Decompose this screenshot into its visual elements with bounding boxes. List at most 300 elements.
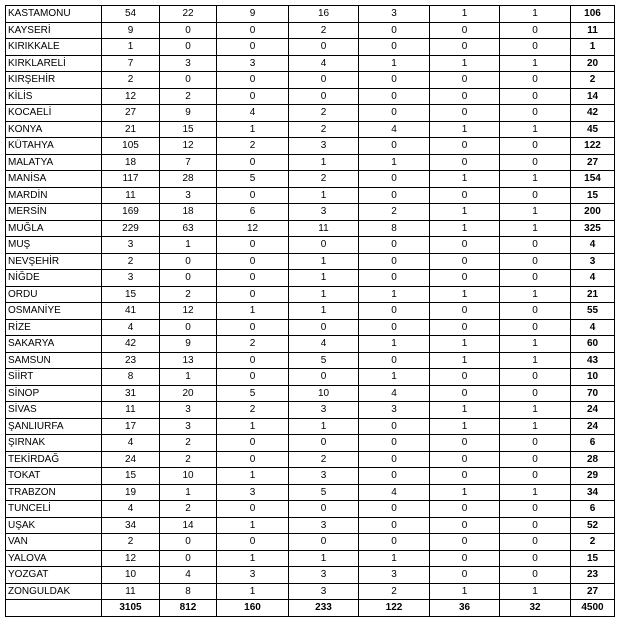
row-total-value: 52	[571, 517, 615, 534]
col-4-value: 1	[289, 253, 359, 270]
col-7-value: 1	[500, 220, 571, 237]
col-1-value: 4	[102, 501, 160, 518]
col-3-value: 3	[217, 484, 289, 501]
col-3-value: 1	[217, 583, 289, 600]
col-1-value: 2	[102, 534, 160, 551]
col-4-value: 1	[289, 418, 359, 435]
col-4-value: 3	[289, 402, 359, 419]
col-2-value: 7	[160, 154, 217, 171]
col-3-value: 1	[217, 550, 289, 567]
col-6-value: 0	[430, 303, 500, 320]
col-4-value: 2	[289, 22, 359, 39]
row-total-value: 4	[571, 237, 615, 254]
row-total-value: 6	[571, 501, 615, 518]
col-5-value: 0	[359, 39, 430, 56]
col-4-value: 0	[289, 319, 359, 336]
col-3-value: 1	[217, 468, 289, 485]
col-2-value: 3	[160, 418, 217, 435]
col-6-value: 0	[430, 501, 500, 518]
col-3-value: 1	[217, 517, 289, 534]
col-4-value: 0	[289, 237, 359, 254]
col-7-value: 1	[500, 352, 571, 369]
col-3-value: 0	[217, 319, 289, 336]
col-7-value: 0	[500, 451, 571, 468]
row-total-value: 45	[571, 121, 615, 138]
col-4-value: 0	[289, 534, 359, 551]
row-total-value: 10	[571, 369, 615, 386]
col-4-value: 5	[289, 484, 359, 501]
col-5-value: 0	[359, 468, 430, 485]
col-6-value: 0	[430, 319, 500, 336]
table-row	[6, 253, 615, 270]
col-4-value: 5	[289, 352, 359, 369]
totals-label	[6, 600, 102, 617]
col-5-value: 0	[359, 501, 430, 518]
col-5-value: 1	[359, 286, 430, 303]
col-7-value: 0	[500, 22, 571, 39]
col-1-value: 2	[102, 253, 160, 270]
col-5-value: 0	[359, 138, 430, 155]
col-6-value: 0	[430, 435, 500, 452]
col-3-value: 2	[217, 402, 289, 419]
province-name: OSMANİYE	[6, 303, 102, 320]
col-4-value: 2	[289, 121, 359, 138]
col-3-value: 4	[217, 105, 289, 122]
col-2-value: 0	[160, 39, 217, 56]
col-6-value: 0	[430, 369, 500, 386]
col-6-value: 0	[430, 550, 500, 567]
col-1-value: 24	[102, 451, 160, 468]
col-1-value: 34	[102, 517, 160, 534]
table-row	[6, 369, 615, 386]
col-2-value: 0	[160, 319, 217, 336]
col-1-value: 7	[102, 55, 160, 72]
col-3-value: 1	[217, 121, 289, 138]
col-7-value: 1	[500, 55, 571, 72]
col-5-value: 1	[359, 336, 430, 353]
column-total-value: 160	[217, 600, 289, 617]
col-5-value: 1	[359, 154, 430, 171]
row-total-value: 106	[571, 6, 615, 23]
col-4-value: 3	[289, 138, 359, 155]
col-1-value: 117	[102, 171, 160, 188]
col-3-value: 9	[217, 6, 289, 23]
col-3-value: 0	[217, 72, 289, 89]
col-3-value: 3	[217, 55, 289, 72]
province-name: YALOVA	[6, 550, 102, 567]
col-2-value: 0	[160, 22, 217, 39]
table-row	[6, 484, 615, 501]
col-3-value: 3	[217, 567, 289, 584]
col-7-value: 0	[500, 534, 571, 551]
col-7-value: 0	[500, 369, 571, 386]
row-total-value: 325	[571, 220, 615, 237]
col-2-value: 2	[160, 435, 217, 452]
col-6-value: 1	[430, 352, 500, 369]
row-total-value: 1	[571, 39, 615, 56]
table-row	[6, 550, 615, 567]
col-2-value: 1	[160, 369, 217, 386]
col-5-value: 0	[359, 88, 430, 105]
col-7-value: 0	[500, 435, 571, 452]
col-4-value: 3	[289, 583, 359, 600]
row-total-value: 60	[571, 336, 615, 353]
col-2-value: 1	[160, 237, 217, 254]
col-2-value: 22	[160, 6, 217, 23]
table-row	[6, 121, 615, 138]
province-name: NİĞDE	[6, 270, 102, 287]
province-name: SAKARYA	[6, 336, 102, 353]
col-6-value: 0	[430, 138, 500, 155]
col-1-value: 4	[102, 319, 160, 336]
col-6-value: 1	[430, 171, 500, 188]
col-3-value: 1	[217, 418, 289, 435]
col-5-value: 2	[359, 204, 430, 221]
province-name: MANİSA	[6, 171, 102, 188]
col-3-value: 0	[217, 352, 289, 369]
col-7-value: 1	[500, 418, 571, 435]
province-name: KOCAELİ	[6, 105, 102, 122]
col-7-value: 1	[500, 583, 571, 600]
col-6-value: 0	[430, 22, 500, 39]
col-3-value: 0	[217, 369, 289, 386]
province-name: ZONGULDAK	[6, 583, 102, 600]
col-6-value: 1	[430, 220, 500, 237]
row-total-value: 11	[571, 22, 615, 39]
col-3-value: 0	[217, 88, 289, 105]
col-1-value: 21	[102, 121, 160, 138]
col-3-value: 0	[217, 187, 289, 204]
col-5-value: 1	[359, 550, 430, 567]
row-total-value: 28	[571, 451, 615, 468]
col-4-value: 2	[289, 171, 359, 188]
col-4-value: 1	[289, 550, 359, 567]
column-total-value: 4500	[571, 600, 615, 617]
col-4-value: 0	[289, 72, 359, 89]
col-1-value: 23	[102, 352, 160, 369]
col-3-value: 0	[217, 435, 289, 452]
col-2-value: 18	[160, 204, 217, 221]
table-row	[6, 237, 615, 254]
col-2-value: 0	[160, 72, 217, 89]
province-name: KÜTAHYA	[6, 138, 102, 155]
table-row	[6, 583, 615, 600]
province-name: KASTAMONU	[6, 6, 102, 23]
col-4-value: 1	[289, 270, 359, 287]
province-name: MUĞLA	[6, 220, 102, 237]
table-row	[6, 435, 615, 452]
row-total-value: 20	[571, 55, 615, 72]
col-7-value: 0	[500, 237, 571, 254]
row-total-value: 15	[571, 550, 615, 567]
col-6-value: 1	[430, 402, 500, 419]
province-name: NEVŞEHİR	[6, 253, 102, 270]
col-6-value: 1	[430, 336, 500, 353]
col-2-value: 20	[160, 385, 217, 402]
col-4-value: 0	[289, 39, 359, 56]
col-7-value: 1	[500, 484, 571, 501]
col-1-value: 42	[102, 336, 160, 353]
col-6-value: 1	[430, 121, 500, 138]
col-7-value: 0	[500, 517, 571, 534]
col-5-value: 0	[359, 418, 430, 435]
col-6-value: 0	[430, 39, 500, 56]
col-2-value: 0	[160, 253, 217, 270]
col-6-value: 0	[430, 468, 500, 485]
col-7-value: 0	[500, 567, 571, 584]
col-3-value: 0	[217, 39, 289, 56]
col-6-value: 1	[430, 583, 500, 600]
col-5-value: 0	[359, 270, 430, 287]
col-1-value: 4	[102, 435, 160, 452]
col-3-value: 0	[217, 270, 289, 287]
row-total-value: 27	[571, 154, 615, 171]
col-5-value: 0	[359, 22, 430, 39]
col-3-value: 5	[217, 385, 289, 402]
col-6-value: 0	[430, 154, 500, 171]
table-row	[6, 171, 615, 188]
province-name: KIRIKKALE	[6, 39, 102, 56]
col-1-value: 105	[102, 138, 160, 155]
col-7-value: 0	[500, 154, 571, 171]
col-4-value: 11	[289, 220, 359, 237]
col-5-value: 0	[359, 72, 430, 89]
col-5-value: 4	[359, 484, 430, 501]
col-6-value: 0	[430, 253, 500, 270]
col-5-value: 0	[359, 319, 430, 336]
province-name: ŞIRNAK	[6, 435, 102, 452]
col-3-value: 2	[217, 336, 289, 353]
col-2-value: 3	[160, 187, 217, 204]
col-2-value: 3	[160, 402, 217, 419]
col-2-value: 63	[160, 220, 217, 237]
col-1-value: 19	[102, 484, 160, 501]
col-3-value: 0	[217, 237, 289, 254]
table-row	[6, 352, 615, 369]
province-name: RİZE	[6, 319, 102, 336]
col-6-value: 1	[430, 286, 500, 303]
table-row	[6, 72, 615, 89]
col-1-value: 3	[102, 237, 160, 254]
province-name: SİİRT	[6, 369, 102, 386]
col-2-value: 9	[160, 336, 217, 353]
col-6-value: 1	[430, 6, 500, 23]
province-name: TUNCELİ	[6, 501, 102, 518]
row-total-value: 55	[571, 303, 615, 320]
province-name: MUŞ	[6, 237, 102, 254]
col-4-value: 1	[289, 154, 359, 171]
col-7-value: 1	[500, 6, 571, 23]
row-total-value: 3	[571, 253, 615, 270]
table-row	[6, 88, 615, 105]
table-row	[6, 138, 615, 155]
col-3-value: 5	[217, 171, 289, 188]
col-7-value: 0	[500, 550, 571, 567]
row-total-value: 2	[571, 534, 615, 551]
col-2-value: 0	[160, 550, 217, 567]
table-row	[6, 204, 615, 221]
col-5-value: 1	[359, 55, 430, 72]
row-total-value: 6	[571, 435, 615, 452]
col-1-value: 41	[102, 303, 160, 320]
row-total-value: 200	[571, 204, 615, 221]
col-1-value: 18	[102, 154, 160, 171]
province-name: YOZGAT	[6, 567, 102, 584]
row-total-value: 34	[571, 484, 615, 501]
province-name: KİLİS	[6, 88, 102, 105]
col-2-value: 0	[160, 534, 217, 551]
province-name: TOKAT	[6, 468, 102, 485]
col-4-value: 3	[289, 204, 359, 221]
col-6-value: 0	[430, 270, 500, 287]
col-3-value: 0	[217, 501, 289, 518]
table-row	[6, 402, 615, 419]
col-6-value: 0	[430, 451, 500, 468]
row-total-value: 24	[571, 402, 615, 419]
col-7-value: 1	[500, 286, 571, 303]
col-2-value: 2	[160, 88, 217, 105]
col-1-value: 1	[102, 39, 160, 56]
province-name: KONYA	[6, 121, 102, 138]
col-7-value: 1	[500, 121, 571, 138]
col-4-value: 3	[289, 468, 359, 485]
province-name: MERSİN	[6, 204, 102, 221]
col-2-value: 3	[160, 55, 217, 72]
col-3-value: 0	[217, 286, 289, 303]
col-6-value: 0	[430, 105, 500, 122]
col-1-value: 17	[102, 418, 160, 435]
col-6-value: 1	[430, 204, 500, 221]
col-4-value: 0	[289, 501, 359, 518]
col-7-value: 1	[500, 204, 571, 221]
col-1-value: 8	[102, 369, 160, 386]
col-4-value: 10	[289, 385, 359, 402]
row-total-value: 122	[571, 138, 615, 155]
totals-row	[6, 600, 615, 617]
col-7-value: 0	[500, 187, 571, 204]
col-5-value: 3	[359, 6, 430, 23]
table-row	[6, 319, 615, 336]
col-1-value: 169	[102, 204, 160, 221]
province-name: MARDİN	[6, 187, 102, 204]
col-2-value: 2	[160, 286, 217, 303]
table-row	[6, 55, 615, 72]
col-7-value: 0	[500, 501, 571, 518]
row-total-value: 24	[571, 418, 615, 435]
row-total-value: 21	[571, 286, 615, 303]
col-1-value: 9	[102, 22, 160, 39]
province-name: SİVAS	[6, 402, 102, 419]
col-5-value: 0	[359, 435, 430, 452]
table-row	[6, 501, 615, 518]
col-6-value: 0	[430, 385, 500, 402]
col-7-value: 0	[500, 270, 571, 287]
col-7-value: 1	[500, 336, 571, 353]
col-1-value: 11	[102, 402, 160, 419]
col-5-value: 4	[359, 121, 430, 138]
column-total-value: 812	[160, 600, 217, 617]
table-row	[6, 270, 615, 287]
column-total-value: 32	[500, 600, 571, 617]
col-6-value: 1	[430, 484, 500, 501]
col-2-value: 13	[160, 352, 217, 369]
col-5-value: 0	[359, 451, 430, 468]
table-row	[6, 517, 615, 534]
row-total-value: 4	[571, 319, 615, 336]
col-5-value: 8	[359, 220, 430, 237]
col-2-value: 12	[160, 138, 217, 155]
table-body	[6, 6, 615, 617]
table-row	[6, 105, 615, 122]
col-7-value: 1	[500, 171, 571, 188]
col-6-value: 1	[430, 418, 500, 435]
table-row	[6, 22, 615, 39]
col-4-value: 2	[289, 451, 359, 468]
col-5-value: 3	[359, 402, 430, 419]
table-row	[6, 187, 615, 204]
col-3-value: 0	[217, 22, 289, 39]
col-5-value: 4	[359, 385, 430, 402]
col-4-value: 4	[289, 336, 359, 353]
col-5-value: 0	[359, 237, 430, 254]
table-row	[6, 567, 615, 584]
col-2-value: 28	[160, 171, 217, 188]
table-row	[6, 534, 615, 551]
col-7-value: 0	[500, 385, 571, 402]
col-3-value: 0	[217, 154, 289, 171]
col-4-value: 0	[289, 88, 359, 105]
col-4-value: 1	[289, 187, 359, 204]
col-7-value: 0	[500, 39, 571, 56]
col-4-value: 2	[289, 105, 359, 122]
col-2-value: 9	[160, 105, 217, 122]
col-5-value: 0	[359, 303, 430, 320]
province-name: SİNOP	[6, 385, 102, 402]
table-row	[6, 286, 615, 303]
col-4-value: 3	[289, 567, 359, 584]
col-1-value: 31	[102, 385, 160, 402]
col-5-value: 0	[359, 171, 430, 188]
col-4-value: 3	[289, 517, 359, 534]
col-6-value: 1	[430, 55, 500, 72]
col-1-value: 11	[102, 583, 160, 600]
col-1-value: 15	[102, 468, 160, 485]
col-2-value: 14	[160, 517, 217, 534]
col-7-value: 0	[500, 319, 571, 336]
col-3-value: 6	[217, 204, 289, 221]
col-2-value: 12	[160, 303, 217, 320]
col-6-value: 0	[430, 567, 500, 584]
col-4-value: 1	[289, 303, 359, 320]
table-row	[6, 154, 615, 171]
col-2-value: 2	[160, 451, 217, 468]
col-1-value: 229	[102, 220, 160, 237]
col-6-value: 0	[430, 187, 500, 204]
col-5-value: 1	[359, 369, 430, 386]
row-total-value: 2	[571, 72, 615, 89]
province-name: SAMSUN	[6, 352, 102, 369]
row-total-value: 42	[571, 105, 615, 122]
col-7-value: 0	[500, 468, 571, 485]
col-3-value: 0	[217, 534, 289, 551]
column-total-value: 233	[289, 600, 359, 617]
col-5-value: 0	[359, 352, 430, 369]
col-1-value: 27	[102, 105, 160, 122]
row-total-value: 23	[571, 567, 615, 584]
province-name: TEKİRDAĞ	[6, 451, 102, 468]
province-statistics-table	[5, 5, 615, 617]
column-total-value: 122	[359, 600, 430, 617]
